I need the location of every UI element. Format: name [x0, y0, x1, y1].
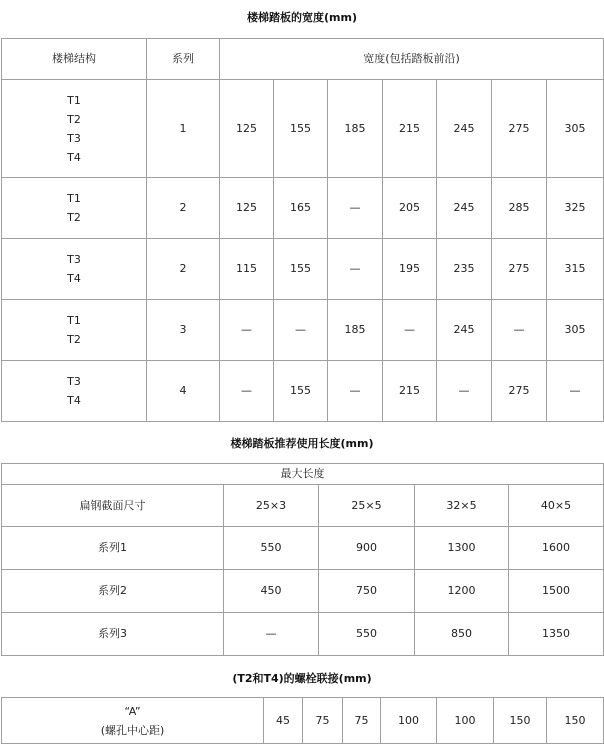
bolt-connection-table: [1, 697, 604, 744]
structure-label: T4: [67, 150, 81, 164]
length-cell: 1600: [509, 527, 604, 570]
spacing-cell: 45: [264, 698, 303, 744]
width-cell: 275: [492, 80, 547, 178]
structure-label: T1: [67, 314, 81, 327]
table-row: [2, 698, 604, 744]
structure-cell: [2, 361, 147, 422]
header-structure: 楼梯结构: [2, 39, 147, 80]
width-cell: 155: [274, 361, 328, 422]
width-cell: —: [328, 239, 383, 300]
table-row: [2, 80, 604, 178]
width-cell: 245: [437, 178, 492, 239]
length-cell: 1300: [415, 527, 509, 570]
width-cell: —: [328, 361, 383, 422]
structure-label: T1: [67, 192, 81, 205]
series-cell: 2: [147, 178, 220, 239]
length-cell: 450: [224, 570, 319, 613]
structure-label: T4: [67, 394, 81, 407]
table-row: [2, 527, 604, 570]
structure-label: T2: [67, 333, 81, 346]
table-row: [2, 613, 604, 656]
spacing-cell: 150: [547, 698, 604, 744]
structure-cell: [2, 239, 147, 300]
stair-width-table: [1, 38, 604, 422]
width-cell: 325: [547, 178, 604, 239]
length-cell: 750: [319, 570, 415, 613]
spacing-cell: 75: [343, 698, 381, 744]
width-cell: 205: [383, 178, 437, 239]
width-cell: —: [437, 361, 492, 422]
label-a: “A”: [124, 704, 141, 718]
width-cell: —: [274, 300, 328, 361]
width-cell: —: [220, 361, 274, 422]
width-cell: 305: [547, 80, 604, 178]
table-row: [2, 239, 604, 300]
section-size-header: 扁钢截面尺寸: [2, 485, 224, 527]
length-cell: 1200: [415, 570, 509, 613]
recommended-length-table: [1, 463, 604, 656]
label-hole-center-distance: (螺孔中心距): [100, 723, 165, 737]
structure-label: T2: [67, 112, 81, 126]
spacing-cell: 100: [437, 698, 494, 744]
spacing-cell: 150: [494, 698, 547, 744]
structure-label: T3: [67, 375, 81, 388]
structure-label: T3: [67, 131, 81, 145]
width-cell: 165: [274, 178, 328, 239]
width-cell: 185: [328, 300, 383, 361]
max-length-header: 最大长度: [2, 464, 604, 485]
table-row: [2, 361, 604, 422]
width-cell: 185: [328, 80, 383, 178]
series-label: 系列3: [2, 613, 224, 656]
table-row: [2, 178, 604, 239]
table2-title: 楼梯踏板推荐使用长度(mm): [230, 437, 374, 450]
spacing-cell: 75: [303, 698, 343, 744]
width-cell: 215: [383, 361, 437, 422]
width-cell: —: [492, 300, 547, 361]
width-cell: 125: [220, 80, 274, 178]
table-row: [2, 570, 604, 613]
structure-cell: [2, 178, 147, 239]
width-cell: 275: [492, 239, 547, 300]
size-header: 32×5: [415, 485, 509, 527]
width-cell: 125: [220, 178, 274, 239]
table1-title: 楼梯踏板的宽度(mm): [247, 11, 357, 24]
structure-label: T4: [67, 272, 81, 285]
length-cell: 850: [415, 613, 509, 656]
width-cell: 275: [492, 361, 547, 422]
length-cell: 550: [224, 527, 319, 570]
size-header: 25×3: [224, 485, 319, 527]
length-cell: 550: [319, 613, 415, 656]
length-cell: 1500: [509, 570, 604, 613]
hole-spacing-label: [2, 698, 264, 744]
width-cell: 245: [437, 300, 492, 361]
width-cell: —: [220, 300, 274, 361]
width-cell: —: [547, 361, 604, 422]
size-header: 40×5: [509, 485, 604, 527]
width-cell: 305: [547, 300, 604, 361]
width-cell: 215: [383, 80, 437, 178]
structure-label: T2: [67, 211, 81, 224]
structure-cell: [2, 300, 147, 361]
width-cell: 155: [274, 239, 328, 300]
size-header: 25×5: [319, 485, 415, 527]
length-cell: 1350: [509, 613, 604, 656]
width-cell: 245: [437, 80, 492, 178]
header-width: 宽度(包括踏板前沿): [220, 39, 604, 80]
series-cell: 3: [147, 300, 220, 361]
series-cell: 4: [147, 361, 220, 422]
series-cell: 1: [147, 80, 220, 178]
width-cell: 155: [274, 80, 328, 178]
length-cell: —: [224, 613, 319, 656]
width-cell: 235: [437, 239, 492, 300]
series-label: 系列1: [2, 527, 224, 570]
header-series: 系列: [147, 39, 220, 80]
width-cell: 315: [547, 239, 604, 300]
structure-label: T3: [67, 253, 81, 266]
width-cell: —: [328, 178, 383, 239]
table3-title: (T2和T4)的螺栓联接(mm): [232, 672, 372, 685]
length-cell: 900: [319, 527, 415, 570]
series-cell: 2: [147, 239, 220, 300]
series-label: 系列2: [2, 570, 224, 613]
width-cell: —: [383, 300, 437, 361]
table-row: [2, 300, 604, 361]
structure-label: T1: [67, 93, 81, 107]
width-cell: 285: [492, 178, 547, 239]
structure-cell: [2, 80, 147, 178]
spacing-cell: 100: [381, 698, 437, 744]
width-cell: 195: [383, 239, 437, 300]
width-cell: 115: [220, 239, 274, 300]
